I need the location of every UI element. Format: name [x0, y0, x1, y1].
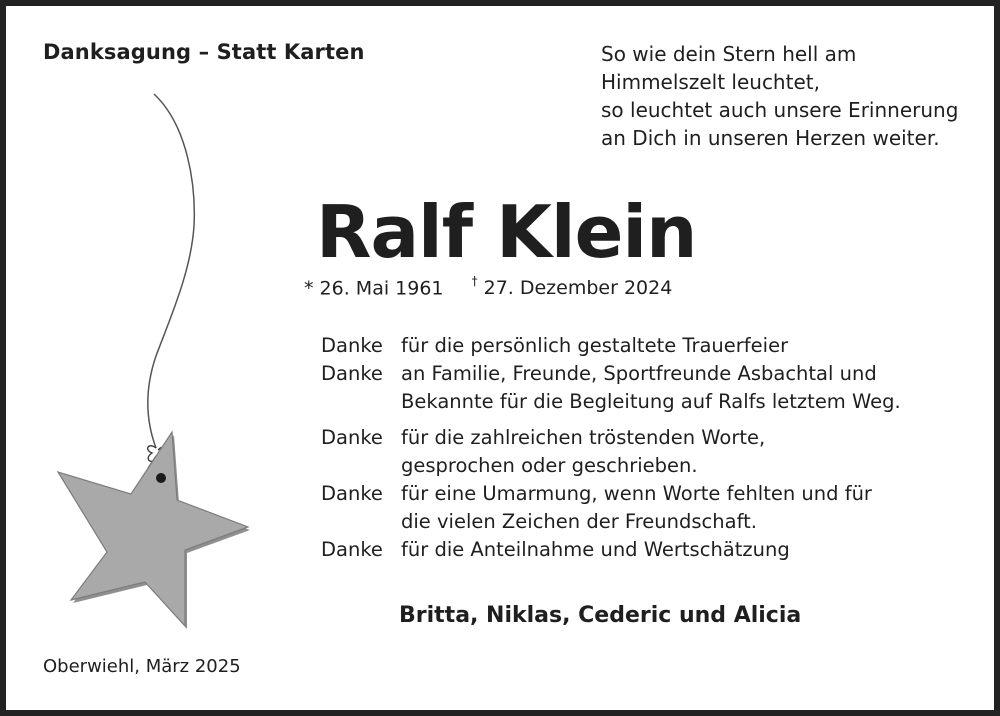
- signature: Britta, Niklas, Cederic und Alicia: [399, 603, 802, 628]
- thanks-row: [321, 536, 901, 564]
- thanks-text: an Familie, Freunde, Sportfreunde Asbachtal und: [401, 362, 877, 385]
- birth-date: 26. Mai 1961: [319, 277, 444, 300]
- thanks-keyword: Danke: [321, 482, 383, 505]
- thanks-row: [321, 508, 901, 536]
- thanks-text: für die persönlich gestaltete Trauerfeier: [401, 334, 789, 357]
- poem-line: an Dich in unseren Herzen weiter.: [601, 126, 940, 150]
- poem: [601, 40, 958, 152]
- thanks-keyword: Danke: [321, 334, 383, 357]
- thanks-text: für die Anteilnahme und Wertschätzung: [401, 538, 790, 561]
- death-symbol: †: [471, 274, 478, 288]
- thanks-text: für die zahlreichen tröstenden Worte,: [401, 426, 766, 449]
- thanks-text: Bekannte für die Begleitung auf Ralfs letztem Weg.: [401, 390, 901, 413]
- thanks-keyword: Danke: [321, 426, 383, 449]
- thanks-text: die vielen Zeichen der Freundschaft.: [401, 510, 757, 533]
- thanks-keyword: [321, 452, 401, 480]
- poem-line: So wie dein Stern hell am: [601, 42, 857, 66]
- place-date: Oberwiehl, März 2025: [43, 656, 241, 677]
- thanks-row: [321, 360, 901, 388]
- life-dates: [304, 276, 672, 299]
- thanks-keyword: Danke: [321, 362, 383, 385]
- thanks-row: [321, 332, 901, 360]
- thanks-keyword: [321, 388, 401, 416]
- poem-line: Himmelszelt leuchtet,: [601, 70, 820, 94]
- thanks-row: [321, 480, 901, 508]
- thanks-row: [321, 424, 901, 452]
- thanks-text: gesprochen oder geschrieben.: [401, 454, 698, 477]
- thanks-text: für eine Umarmung, wenn Worte fehlten und für: [401, 482, 872, 505]
- hanging-star-icon: [6, 6, 266, 646]
- deceased-name: Ralf Klein: [316, 190, 697, 274]
- obituary-card: [6, 6, 994, 710]
- thanks-row: [321, 388, 901, 416]
- thanks-row: [321, 452, 901, 480]
- headline: Danksagung – Statt Karten: [43, 40, 365, 64]
- poem-line: so leuchtet auch unsere Erinnerung: [601, 98, 959, 122]
- thanks-keyword: [321, 508, 401, 536]
- birth-symbol: *: [304, 277, 314, 300]
- thanks-list: [321, 332, 901, 564]
- thanks-keyword: Danke: [321, 538, 383, 561]
- death-date: 27. Dezember 2024: [483, 277, 673, 300]
